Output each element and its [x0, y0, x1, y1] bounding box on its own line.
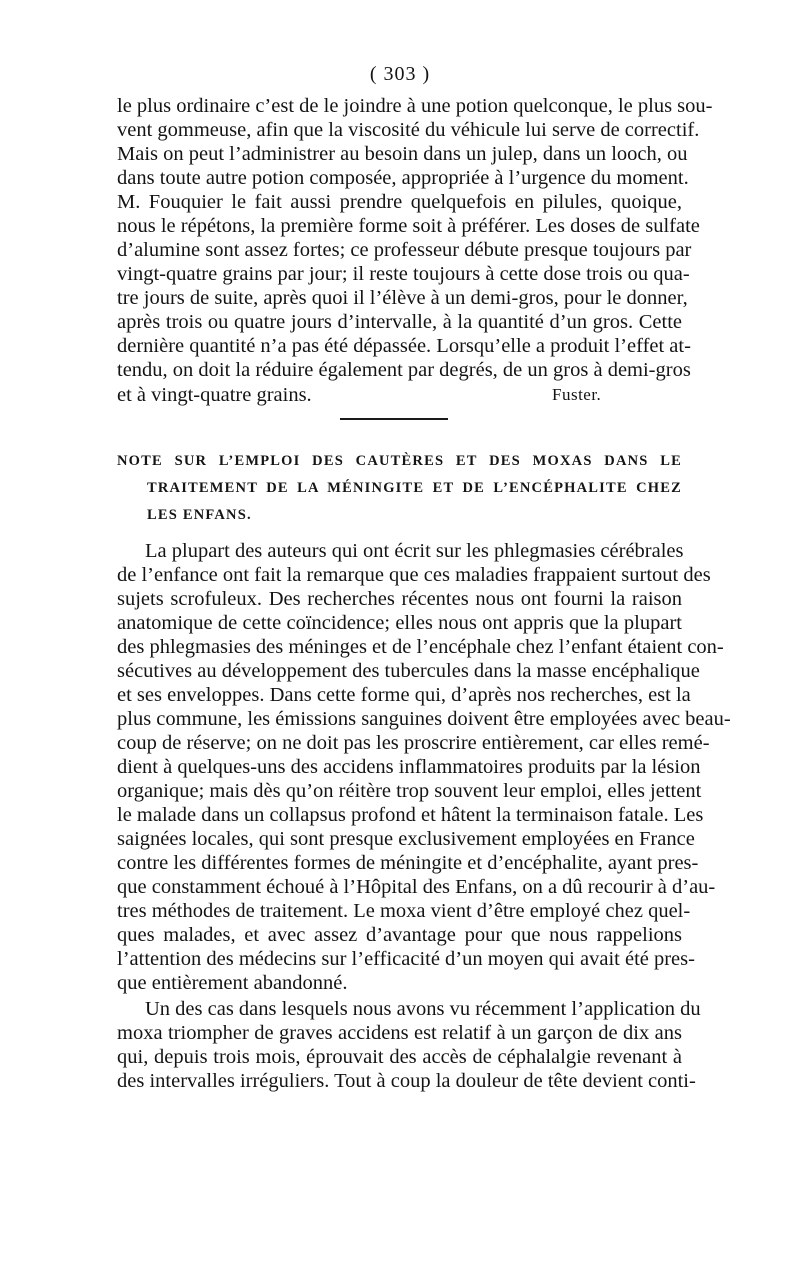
text-line: que constamment échoué à l’Hôpital des Enfans, on a dû recourir à d’au- — [117, 876, 716, 898]
text-line: des intervalles irréguliers. Tout à coup la douleur de tête devient conti- — [117, 1070, 696, 1092]
text-line: plus commune, les émissions sanguines doivent être employées avec beau- — [117, 708, 731, 730]
closing-line: et à vingt-quatre grains. — [117, 384, 312, 406]
text-line: Un des cas dans lesquels nous avons vu récemment l’application du — [145, 998, 701, 1020]
text-line: des phlegmasies des méninges et de l’encéphale chez l’enfant étaient con- — [117, 636, 724, 658]
text-line: vingt-quatre grains par jour; il reste toujours à cette dose trois ou qua- — [117, 263, 690, 285]
text-line: après trois ou quatre jours d’intervalle, à la quantité d’un gros. Cette — [117, 311, 682, 333]
text-line: moxa triompher de graves accidens est relatif à un garçon de dix ans — [117, 1022, 682, 1044]
text-line: dernière quantité n’a pas été dépassée. Lorsqu’elle a produit l’effet at- — [117, 335, 691, 357]
text-line: contre les différentes formes de méningite et d’encéphalite, ayant pres- — [117, 852, 699, 874]
text-line: dient à quelques-uns des accidens inflammatoires produits par la lésion — [117, 756, 701, 778]
text-line: organique; mais dès qu’on réitère trop souvent leur emploi, elles jettent — [117, 780, 702, 802]
text-line: vent gommeuse, afin que la viscosité du véhicule lui serve de correctif. — [117, 119, 700, 141]
text-line: nous le répétons, la première forme soit à préférer. Les doses de sulfate — [117, 215, 700, 237]
text-line: sécutives au développement des tubercules dans la masse encéphalique — [117, 660, 700, 682]
page-number: ( 303 ) — [369, 63, 431, 85]
author-signature: Fuster. — [552, 385, 602, 404]
text-line: le plus ordinaire c’est de le joindre à une potion quelconque, le plus sou- — [117, 95, 713, 117]
text-line: d’alumine sont assez fortes; ce professeur débute presque toujours par — [117, 239, 692, 261]
heading-line: LES ENFANS. — [147, 507, 252, 523]
text-line: tre jours de suite, après quoi il l’élève à un demi-gros, pour le donner, — [117, 287, 688, 309]
text-line: saignées locales, qui sont presque exclusivement employées en France — [117, 828, 695, 850]
text-line: sujets scrofuleux. Des recherches récentes nous ont fourni la raison — [117, 588, 682, 610]
text-line: qui, depuis trois mois, éprouvait des accès de céphalalgie revenant à — [117, 1046, 682, 1068]
text-line: le malade dans un collapsus profond et hâtent la terminaison fatale. Les — [117, 804, 704, 826]
text-line: ques malades, et avec assez d’avantage pour que nous rappelions — [117, 924, 682, 946]
text-line: Mais on peut l’administrer au besoin dans un julep, dans un looch, ou — [117, 143, 688, 165]
text-line: tendu, on doit la réduire également par degrés, de un gros à demi-gros — [117, 359, 691, 381]
text-line: coup de réserve; on ne doit pas les proscrire entièrement, car elles remé- — [117, 732, 710, 754]
text-line: dans toute autre potion composée, appropriée à l’urgence du moment. — [117, 167, 689, 189]
text-line: l’attention des médecins sur l’efficacité d’un moyen qui avait été pres- — [117, 948, 695, 970]
text-line: de l’enfance ont fait la remarque que ces maladies frappaient surtout des — [117, 564, 711, 586]
section-divider — [340, 418, 448, 420]
text-line: La plupart des auteurs qui ont écrit sur les phlegmasies cérébrales — [145, 540, 684, 562]
text-line: et ses enveloppes. Dans cette forme qui, d’après nos recherches, est la — [117, 684, 691, 706]
text-line: que entièrement abandonné. — [117, 972, 348, 994]
text-line: M. Fouquier le fait aussi prendre quelquefois en pilules, quoique, — [117, 191, 682, 213]
text-line: tres méthodes de traitement. Le moxa vient d’être employé chez quel- — [117, 900, 691, 922]
heading-line: TRAITEMENT DE LA MÉNINGITE ET DE L’ENCÉPHALITE CHEZ — [147, 480, 682, 496]
heading-line: NOTE SUR L’EMPLOI DES CAUTÈRES ET DES MOXAS DANS LE — [117, 453, 682, 469]
text-line: anatomique de cette coïncidence; elles nous ont appris que la plupart — [117, 612, 682, 634]
